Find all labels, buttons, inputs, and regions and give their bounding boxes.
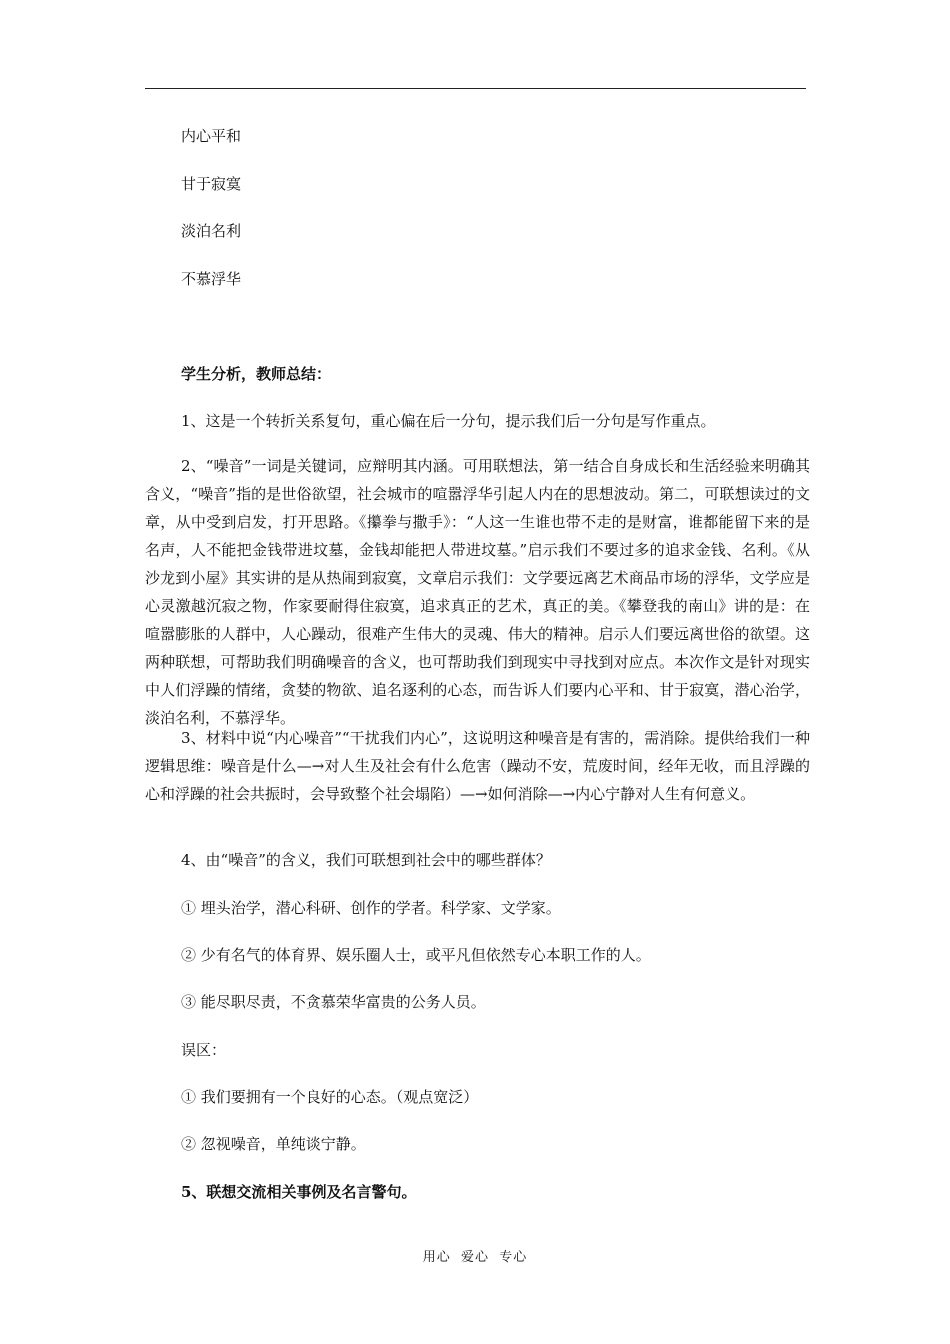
point-5: 5、联想交流相关事例及名言警句。	[181, 1183, 417, 1201]
mistakes-heading: 误区：	[181, 1041, 227, 1059]
group-item-3: ③ 能尽职尽责，不贪慕荣华富贵的公务人员。	[181, 993, 486, 1011]
point-1: 1、这是一个转折关系复句，重心偏在后一分句，提示我们后一分句是写作重点。	[181, 412, 716, 430]
mistake-item-1: ① 我们要拥有一个良好的心态。（观点宽泛）	[181, 1088, 479, 1106]
group-item-2: ② 少有名气的体育界、娱乐圈人士，或平凡但依然专心本职工作的人。	[181, 946, 651, 964]
keyword-3: 淡泊名利	[181, 222, 242, 240]
analysis-heading: 学生分析，教师总结：	[181, 365, 332, 383]
page-footer: 用心 爱心 专心	[422, 1250, 528, 1265]
group-item-1: ① 埋头治学，潜心科研、创作的学者。科学家、文学家。	[181, 899, 561, 917]
point-2-paragraph: 2、“噪音”一词是关键词，应辩明其内涵。可用联想法，第一结合自身成长和生活经验来明确其含义，“噪音”指的是世俗欲望，社会城市的喧嚣浮华引起人内在的思想波动。第二，可联想读过的文章，从中受到启发，打开思路。《攥拳与撒手》：“人这一生谁也带不走的是财富，谁都能留下来的是名声，人不能把金钱带进坟墓，金钱却能把人带进坟墓。”启示我们不要过多的追求金钱、名利。《从沙龙到小屋》其实讲的是从热闹到寂寞，文章启示我们：文学要远离艺术商品市场的浮华，文学应是心灵激越沉寂之物，作家要耐得住寂寞，追求真正的艺术，真正的美。《攀登我的南山》讲的是：在喧嚣膨胀的人群中，人心躁动，很难产生伟大的灵魂、伟大的精神。启示人们要远离世俗的欲望。这两种联想，可帮助我们明确噪音的含义，也可帮助我们到现实中寻找到对应点。本次作文是针对现实中人们浮躁的情绪，贪婪的物欲、追名逐利的心态，而告诉人们要内心平和、甘于寂寞，潜心治学，淡泊名利，不慕浮华。	[145, 457, 810, 727]
mistake-item-2: ② 忽视噪音，单纯谈宁静。	[181, 1135, 366, 1153]
point-3-paragraph: 3、材料中说“内心噪音”“干扰我们内心”，这说明这种噪音是有害的，需消除。提供给我们一种逻辑思维：噪音是什么—→对人生及社会有什么危害（躁动不安，荒废时间，经年无收，而且浮躁的心和浮躁的社会共振时，会导致整个社会塌陷）—→如何消除—→内心宁静对人生有何意义。	[145, 729, 810, 803]
keyword-1: 内心平和	[181, 127, 242, 145]
point-4: 4、由“噪音”的含义，我们可联想到社会中的哪些群体？	[181, 851, 551, 869]
keyword-2: 甘于寂寞	[181, 175, 242, 193]
header-rule	[145, 88, 806, 89]
keyword-4: 不慕浮华	[181, 270, 242, 288]
